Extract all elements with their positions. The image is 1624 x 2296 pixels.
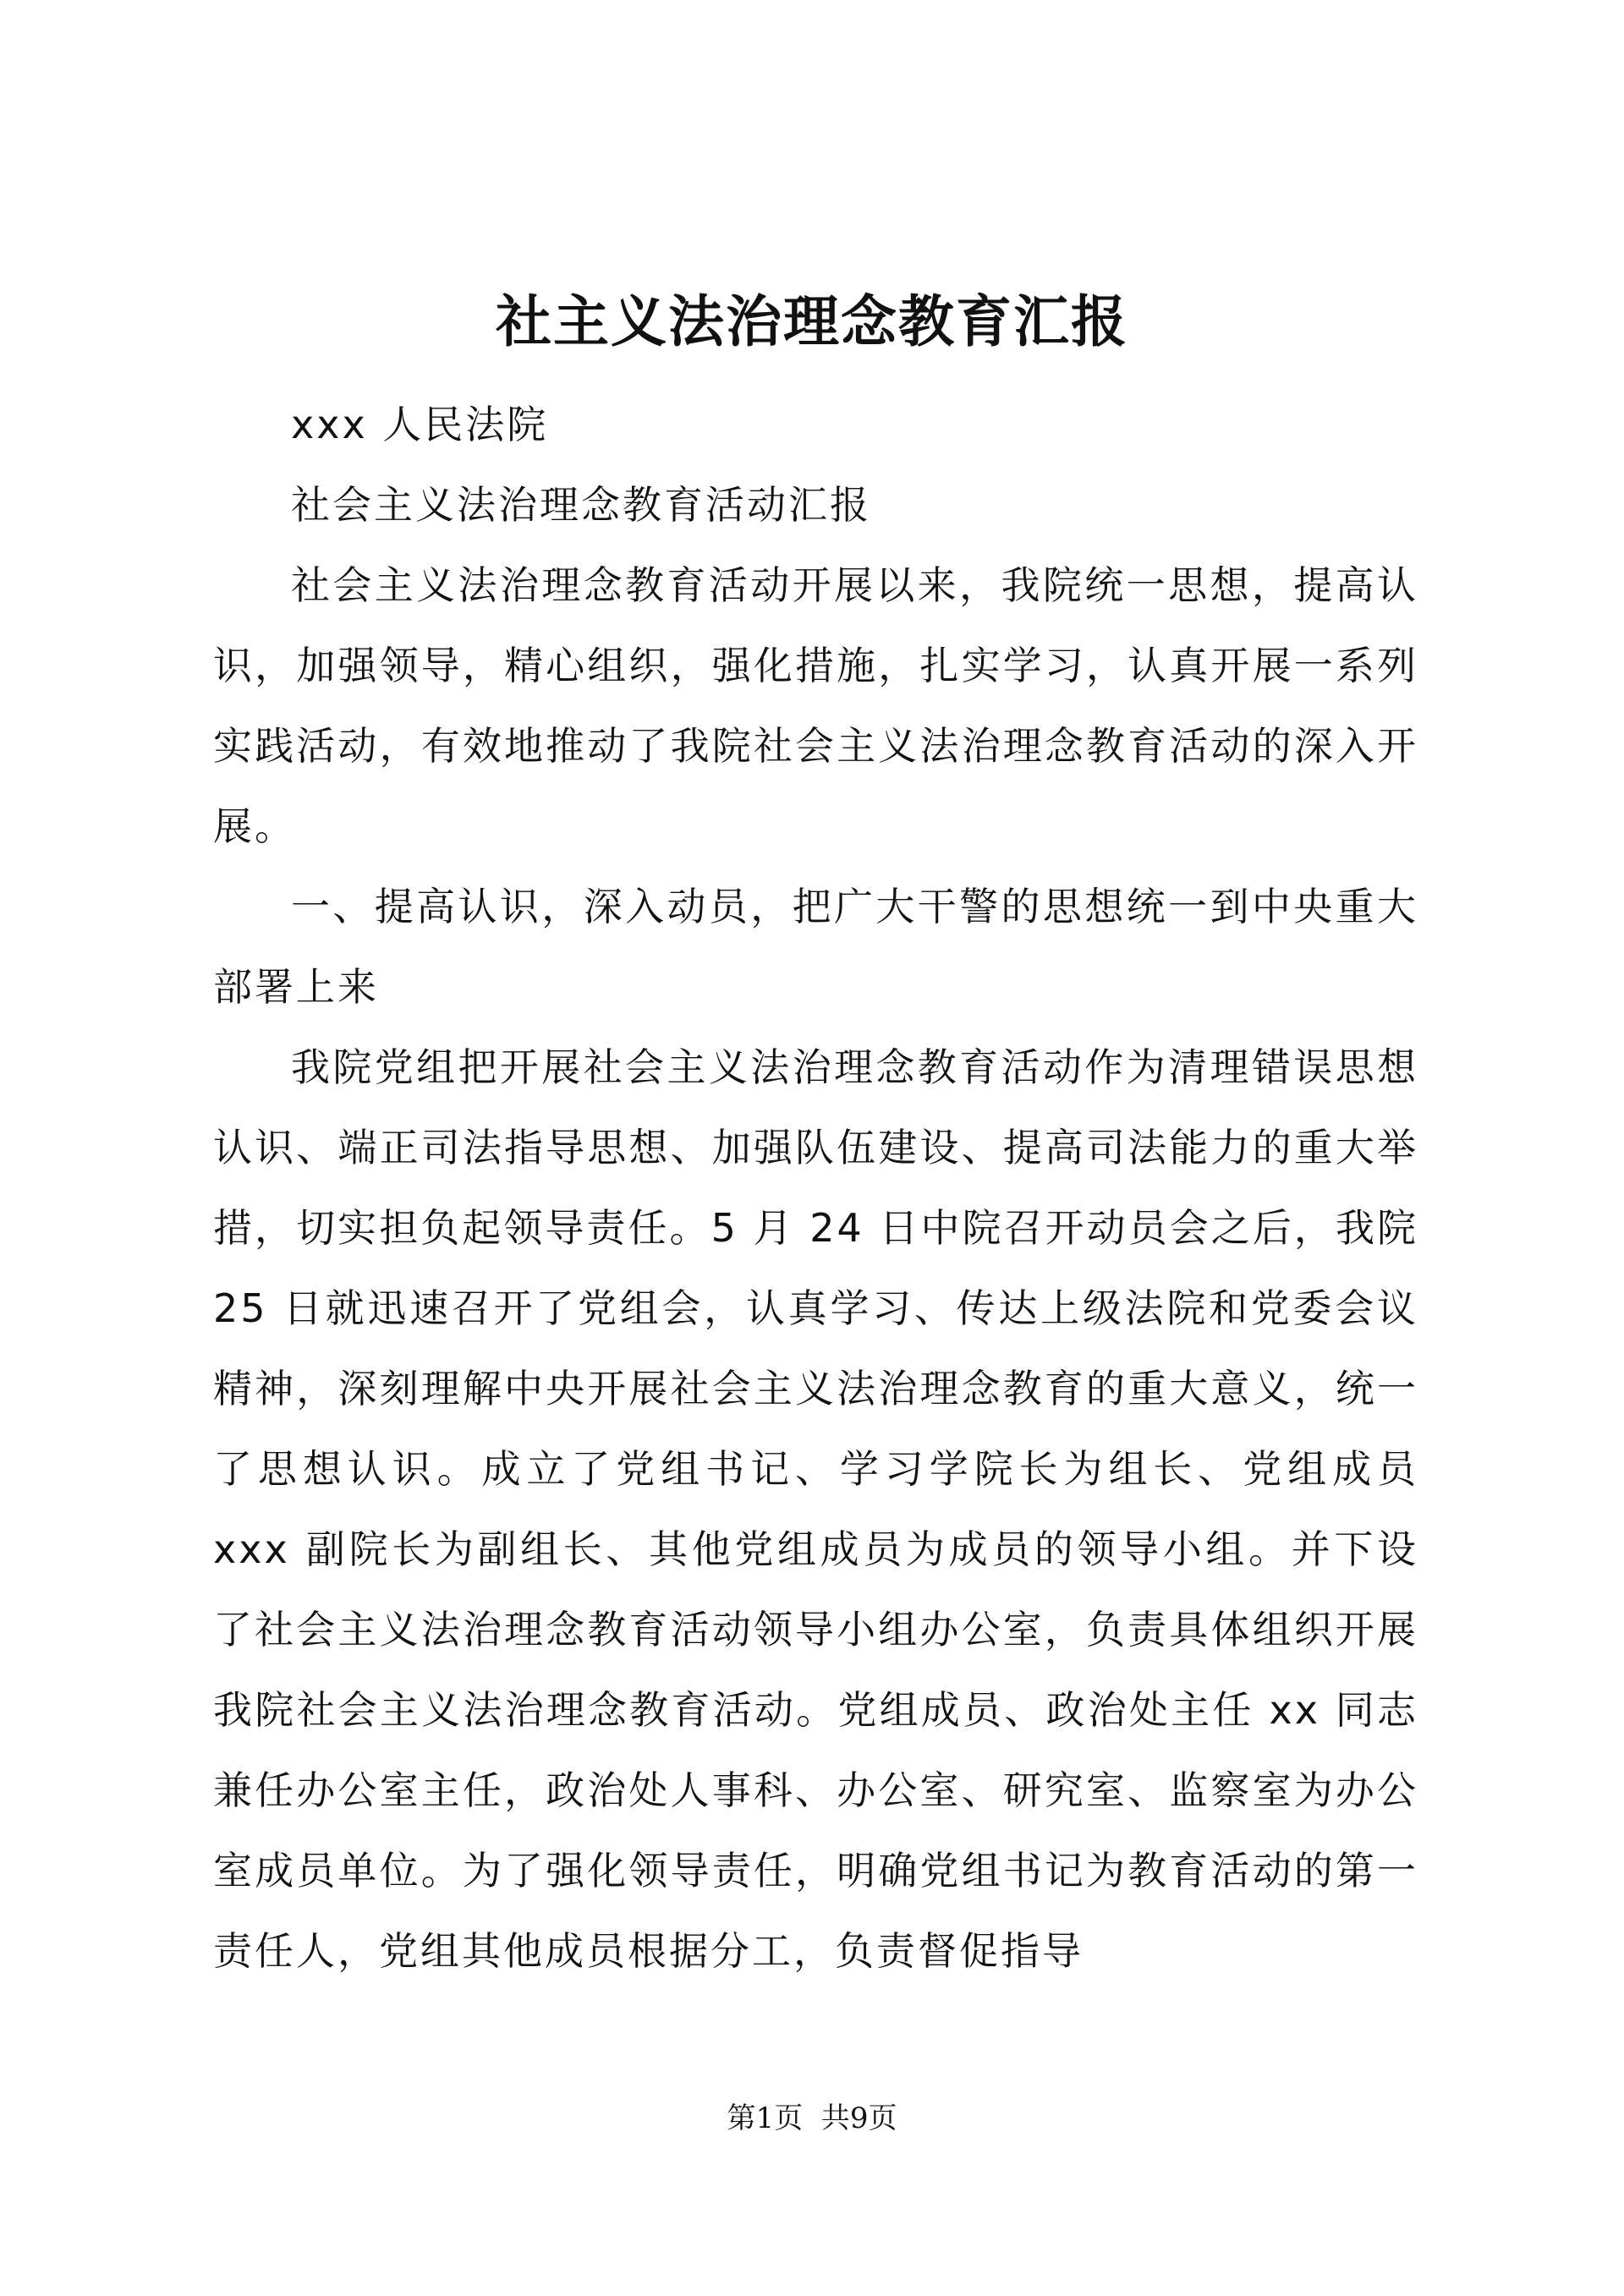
footer-prefix: 第 — [727, 2101, 756, 2135]
paragraph-section-one-body: 我院党组把开展社会主义法治理念教育活动作为清理错误思想认识、端正司法指导思想、加强队伍建设、提高司法能力的重大举措，切实担负起领导责任。5 月 24 日中院召开动员会之后，我院 25 日就迅速召开了党组会，认真学习、传达上级法院和党委会议精神，深刻理解中央开展社会主义法治理念教育的重大意义，统一了思想认识。成立了党组书记、学习学院长为组长、党组成员 xxx 副院长为副组长、其他党组成员为成员的领导小组。并下设了社会主义法治理念教育活动领导小组办公室，负责具体组织开展我院社会主义法治理念教育活动。党组成员、政治处主任 xx 同志兼任办公室主任，政治处人事科、办公室、研究室、监察室为办公室成员单位。为了强化领导责任，明确党组书记为教育活动的第一责任人，党组其他成员根据分工，负责督促指导 — [213, 1044, 1418, 1974]
footer-suffix: 页 — [868, 2101, 897, 2135]
current-page-number: 1 — [755, 2101, 775, 2135]
paragraph-report-heading: 社会主义法治理念教育活动汇报 — [291, 482, 871, 528]
paragraph-court-name: xxx 人民法院 — [291, 402, 549, 447]
paragraph-section-one-heading: 一、提高认识，深入动员，把广大干警的思想统一到中央重大部署上来 — [213, 884, 1418, 1010]
paragraph-introduction: 社会主义法治理念教育活动开展以来，我院统一思想，提高认识，加强领导，精心组织，强化措施，扎实学习，认真开展一系列实践活动，有效地推动了我院社会主义法治理念教育活动的深入开展。 — [213, 562, 1418, 849]
footer-middle: 页 共 — [774, 2101, 850, 2135]
document-body — [213, 385, 1418, 1992]
total-page-count: 9 — [849, 2101, 869, 2135]
page-footer — [0, 2097, 1624, 2140]
document-title: 社主义法治理念教育汇报 — [496, 288, 1128, 354]
